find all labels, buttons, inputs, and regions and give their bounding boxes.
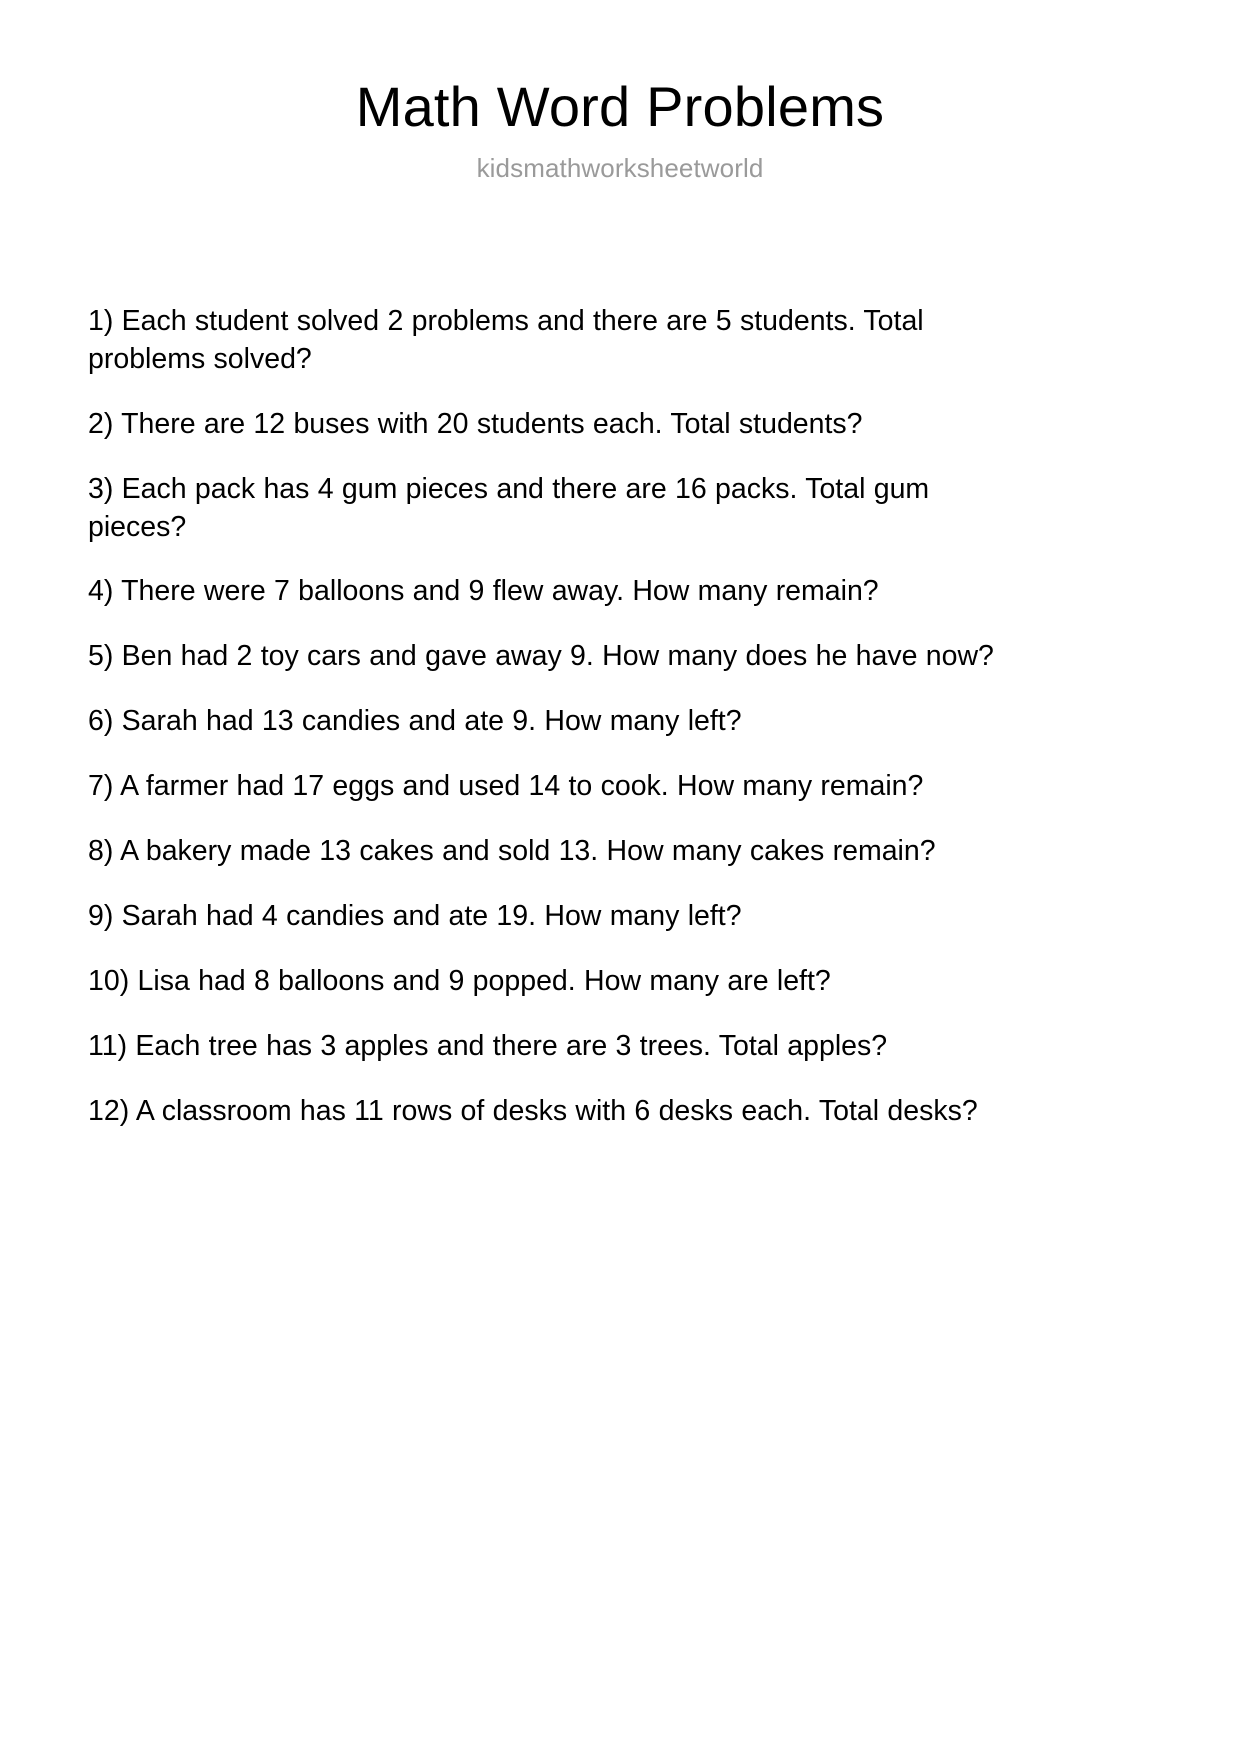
page-title: Math Word Problems — [355, 75, 885, 138]
problem-item: 7) A farmer had 17 eggs and used 14 to cook. How many remain? — [88, 770, 924, 803]
problem-item: 12) A classroom has 11 rows of desks with 6 desks each. Total desks? — [88, 1094, 978, 1127]
problem-item: 9) Sarah had 4 candies and ate 19. How many left? — [88, 899, 742, 932]
worksheet-subtitle: kidsmathworksheetworld — [476, 152, 764, 183]
problem-item: 3) Each pack has 4 gum pieces and there are 16 packs. Total gum pieces? — [88, 472, 930, 543]
problem-item: 10) Lisa had 8 balloons and 9 popped. How many are left? — [88, 964, 831, 997]
problem-item: 2) There are 12 buses with 20 students each. Total students? — [88, 407, 863, 440]
problem-item: 6) Sarah had 13 candies and ate 9. How many left? — [88, 705, 742, 738]
problem-list — [88, 303, 1033, 1130]
problem-item: 1) Each student solved 2 problems and there are 5 students. Total problems solved? — [88, 305, 924, 375]
problem-item: 8) A bakery made 13 cakes and sold 13. How many cakes remain? — [88, 835, 936, 868]
problem-item: 5) Ben had 2 toy cars and gave away 9. How many does he have now? — [88, 640, 994, 673]
worksheet-header — [0, 0, 1240, 184]
problem-item: 11) Each tree has 3 apples and there are 3 trees. Total apples? — [88, 1029, 888, 1062]
problem-item: 4) There were 7 balloons and 9 flew away. How many remain? — [88, 575, 879, 608]
